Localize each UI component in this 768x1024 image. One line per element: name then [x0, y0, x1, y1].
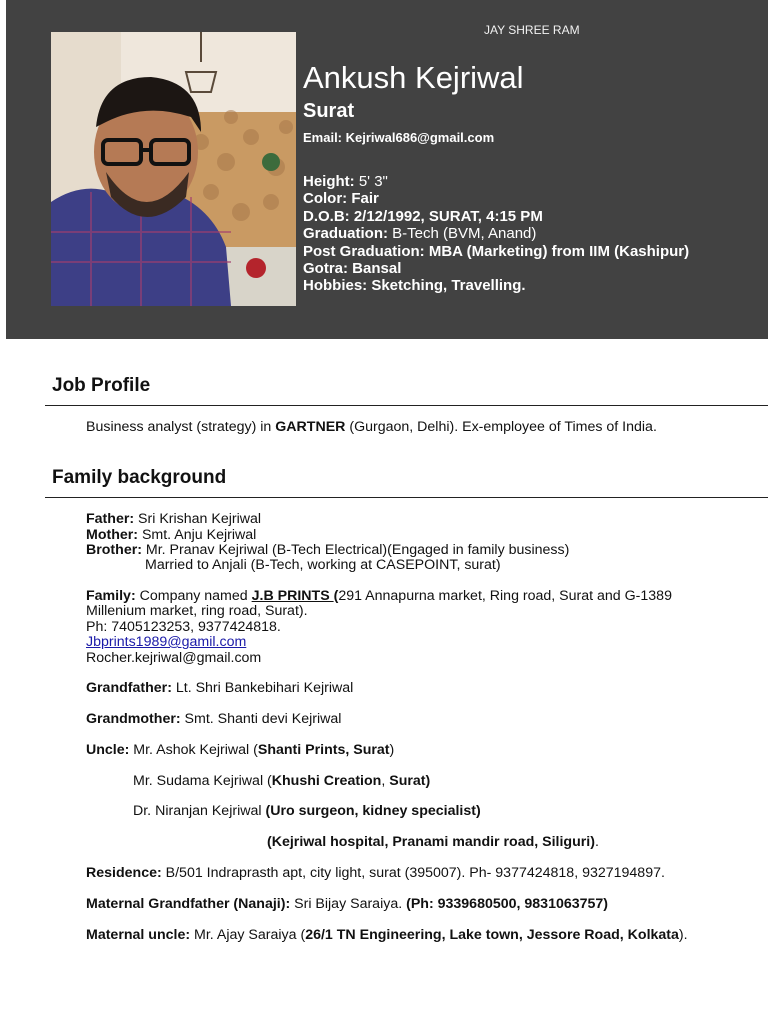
detail-line: D.O.B: 2/12/1992, SURAT, 4:15 PM: [303, 207, 543, 225]
family-business-address: Millenium market, ring road, Surat).: [86, 603, 308, 619]
maternal-uncle-line: Maternal uncle: Mr. Ajay Saraiya (26/1 TN Engineering, Lake town, Jessore Road, Kolkata).: [86, 927, 688, 943]
profile-city: Surat: [303, 100, 355, 122]
grandmother-line: Grandmother: Smt. Shanti devi Kejriwal: [86, 711, 342, 727]
job-profile-heading: Job Profile: [52, 375, 151, 396]
profile-name: Ankush Kejriwal: [303, 60, 524, 95]
detail-line: Gotra: Bansal: [303, 260, 402, 278]
job-profile-divider: [45, 405, 768, 406]
maternal-grandfather-line: Maternal Grandfather (Nanaji): Sri Bijay Saraiya. (Ph: 9339680500, 9831063757): [86, 896, 609, 912]
family-email-text: Rocher.kejriwal@gmail.com: [86, 650, 262, 666]
profile-photo: [51, 32, 296, 306]
uncle-line-3: Dr. Niranjan Kejriwal (Uro surgeon, kidney specialist): [133, 803, 481, 819]
detail-line: Height: 5' 3": [303, 173, 388, 190]
job-description: Business analyst (strategy) in GARTNER (Gurgaon, Delhi). Ex-employee of Times of India.: [86, 419, 657, 435]
family-business-phone: Ph: 7405123253, 9377424818.: [86, 619, 281, 635]
family-business-line: Family: Company named J.B PRINTS (291 Annapurna market, Ring road, Surat and G-1389: [86, 588, 672, 604]
family-heading: Family background: [52, 467, 227, 488]
uncle-line-2: Mr. Sudama Kejriwal (Khushi Creation, Surat): [133, 773, 431, 789]
residence-line: Residence: B/501 Indraprasth apt, city light, surat (395007). Ph- 9377424818, 9327194897.: [86, 865, 665, 881]
detail-line: Graduation: B-Tech (BVM, Anand): [303, 225, 537, 243]
uncle-line-1: Uncle: Mr. Ashok Kejriwal (Shanti Prints, Surat): [86, 742, 395, 758]
header-topline: JAY SHREE RAM: [484, 23, 580, 37]
father-line: Father: Sri Krishan Kejriwal: [86, 511, 262, 527]
mother-line: Mother: Smt. Anju Kejriwal: [86, 527, 257, 543]
uncle-hospital-line: (Kejriwal hospital, Pranami mandir road, Siliguri).: [267, 834, 599, 850]
brother-line: Brother: Mr. Pranav Kejriwal (B-Tech Electrical)(Engaged in family business): [86, 542, 570, 558]
detail-line: Hobbies: Sketching, Travelling.: [303, 277, 526, 295]
family-email-link[interactable]: Jbprints1989@gamil.com: [86, 634, 247, 650]
detail-line: Post Graduation: MBA (Marketing) from IIM (Kashipur): [303, 242, 690, 260]
grandfather-line: Grandfather: Lt. Shri Bankebihari Kejriwal: [86, 680, 354, 696]
family-divider: [45, 497, 768, 498]
brother-spouse-line: Married to Anjali (B-Tech, working at CASEPOINT, surat): [145, 557, 501, 573]
detail-line: Color: Fair: [303, 190, 379, 208]
profile-details: [303, 173, 689, 295]
profile-email: Email: Kejriwal686@gmail.com: [303, 130, 495, 145]
